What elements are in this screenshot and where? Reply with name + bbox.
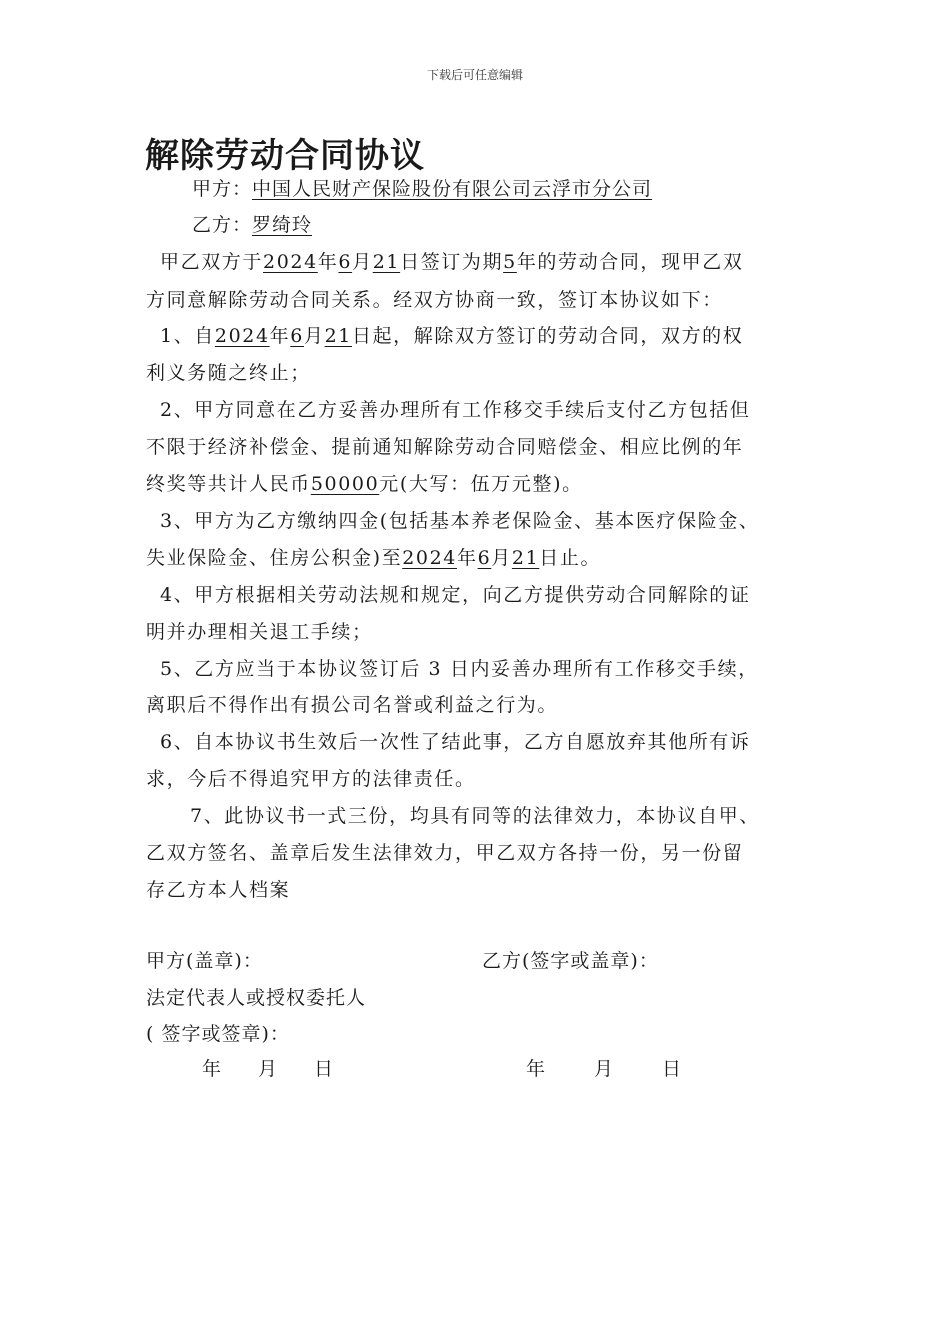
intro-line-2: 方同意解除劳动合同关系。经双方协商一致，签订本协议如下：: [146, 289, 723, 311]
clause-3-year: 2024: [402, 547, 457, 569]
clause-1-day: 21: [324, 325, 352, 347]
clause-3-line-2: [146, 543, 601, 570]
party-b-label: 乙方：: [192, 214, 253, 236]
clause-7-line-3: 存乙方本人档案: [146, 879, 291, 901]
clause-4-line-1: 4、甲方根据相关劳动法规和规定，向乙方提供劳动合同解除的证: [160, 584, 751, 606]
clause-text: 月: [491, 547, 512, 569]
clause-6-line-2: 求，今后不得追究甲方的法律责任。: [146, 768, 476, 790]
clause-text: 日止。: [539, 547, 602, 569]
clause-3-line-1: 3、甲方为乙方缴纳四金(包括基本养老保险金、基本医疗保险金、: [160, 510, 760, 532]
party-b-date-day: 日: [662, 1058, 683, 1080]
party-a-name: 中国人民财产保险股份有限公司云浮市分公司: [252, 178, 653, 200]
clause-5-line-2: 离职后不得作出有损公司名誉或利益之行为。: [146, 694, 559, 716]
party-a: [192, 174, 652, 201]
page-header: 下载后可任意编辑: [426, 68, 523, 82]
intro-text: 年: [317, 251, 339, 273]
intro-text: 甲乙双方于: [160, 251, 264, 273]
party-b-date-month: 月: [594, 1058, 615, 1080]
party-b-sign-label: 乙方(签字或盖章)：: [482, 950, 659, 972]
clause-7-line-2: 乙双方签名、盖章后发生法律效力，甲乙双方各持一份，另一份留: [146, 842, 744, 864]
party-a-date-day: 日: [314, 1058, 335, 1080]
clause-1-month: 6: [290, 325, 304, 347]
clause-text: 1、自: [160, 325, 215, 347]
party-b-date-year: 年: [526, 1058, 547, 1080]
clause-1-year: 2024: [214, 325, 270, 347]
clause-2-line-2: 不限于经济补偿金、提前通知解除劳动合同赔偿金、相应比例的年: [146, 436, 744, 458]
clause-2-line-3: [146, 469, 583, 496]
document-title: 解除劳动合同协议: [145, 136, 425, 176]
clause-3-day: 21: [511, 547, 540, 569]
intro-year: 2024: [263, 251, 318, 273]
intro-line-1: [160, 247, 743, 274]
clause-7-line-1: 7、此协议书一式三份，均具有同等的法律效力，本协议自甲、: [190, 805, 760, 827]
clause-2-line-1: 2、甲方同意在乙方妥善办理所有工作移交手续后支付乙方包括但: [160, 399, 751, 421]
party-b-name: 罗绮玲: [252, 214, 313, 236]
clause-3-month: 6: [477, 547, 492, 569]
clause-text: 月: [303, 325, 325, 347]
clause-4-line-2: 明并办理相关退工手续；: [146, 621, 373, 643]
clause-1-line-1: [160, 321, 743, 348]
intro-day: 21: [372, 251, 401, 273]
clause-1-line-2: 利义务随之终止；: [146, 362, 311, 384]
intro-text: 年的劳动合同，现甲乙双: [516, 251, 744, 273]
party-a-label: 甲方：: [192, 178, 253, 200]
clause-text: 失业保险金、住房公积金)至: [146, 547, 403, 569]
clause-text: 元(大写：伍万元整)。: [379, 473, 583, 495]
party-a-seal-label: 甲方(盖章)：: [146, 950, 263, 972]
intro-text: 日签订为期: [400, 251, 504, 273]
clause-text: 年: [269, 325, 291, 347]
party-a-date-month: 月: [258, 1058, 279, 1080]
clause-text: 年: [456, 547, 478, 569]
clause-5-line-1: 5、乙方应当于本协议签订后 3 日内妥善办理所有工作移交手续，: [160, 658, 759, 680]
party-a-date-year: 年: [202, 1058, 223, 1080]
clause-text: 日起，解除双方签订的劳动合同，双方的权: [351, 325, 744, 347]
intro-month: 6: [338, 251, 353, 273]
intro-term: 5: [503, 251, 517, 273]
clause-text: 终奖等共计人民币: [146, 473, 311, 495]
clause-2-amount: 50000: [310, 473, 380, 495]
intro-text: 月: [352, 251, 373, 273]
party-b: [192, 210, 312, 237]
clause-6-line-1: 6、自本协议书生效后一次性了结此事，乙方自愿放弃其他所有诉: [160, 731, 751, 753]
sign-or-seal-label: ( 签字或签章)：: [146, 1023, 290, 1045]
legal-representative-label: 法定代表人或授权委托人: [146, 987, 367, 1009]
